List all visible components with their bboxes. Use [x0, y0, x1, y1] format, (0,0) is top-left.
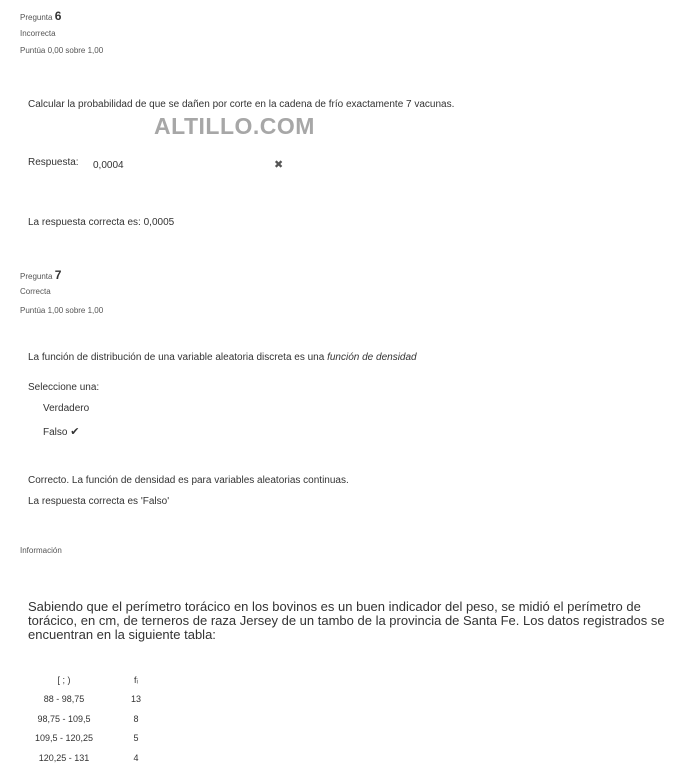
question-7-score: Puntúa 1,00 sobre 1,00 — [20, 306, 104, 315]
table-row — [20, 748, 164, 768]
table-cell-freq: 4 — [133, 752, 139, 763]
question-label: Pregunta — [20, 13, 53, 22]
question-number: 6 — [54, 9, 62, 23]
table-header-freq: fᵢ — [134, 674, 138, 685]
question-7-feedback-explanation: Correcto. La función de densidad es para variables aleatorias continuas. — [28, 475, 349, 486]
table-header-interval: [ ; ) — [57, 674, 71, 685]
table-header-row — [20, 670, 164, 690]
table-cell-freq: 5 — [133, 733, 139, 744]
answer-input[interactable]: 0,0004 — [93, 160, 124, 171]
question-7-text — [28, 352, 417, 363]
question-6-status: Incorrecta — [20, 29, 56, 38]
info-label: Información — [20, 546, 62, 555]
question-7-feedback-answer: La respuesta correcta es 'Falso' — [28, 496, 170, 507]
table-cell-freq: 13 — [130, 694, 141, 705]
question-7-text-main: La función de distribución de una variable aleatoria discreta es una — [28, 352, 328, 363]
watermark-logo: ALTILLO.COM — [154, 113, 315, 139]
question-6-feedback: La respuesta correcta es: 0,0005 — [28, 217, 175, 228]
info-text: Sabiendo que el perímetro torácico en los bovinos es un buen indicador del peso, se midió el perímetro de torácico, en cm, de terneros de raza Jersey de un tambo de la provincia de Santa Fe. Los datos registrados se encuentran en la siguiente tabla: — [28, 599, 665, 642]
question-label: Pregunta — [20, 272, 53, 281]
question-number: 7 — [54, 268, 62, 282]
option-falso-label: Falso — [43, 427, 68, 438]
incorrect-x-icon: ✖ — [274, 159, 284, 171]
question-6-score: Puntúa 0,00 sobre 1,00 — [20, 46, 104, 55]
table-row — [20, 690, 164, 710]
table-cell-interval: 109,5 - 120,25 — [34, 733, 94, 744]
checkmark-icon: ✔ — [70, 426, 80, 438]
question-7-header — [20, 268, 61, 282]
table-cell-freq: 8 — [133, 713, 139, 724]
option-verdadero[interactable]: Verdadero — [43, 403, 90, 414]
table-cell-interval: 98,75 - 109,5 — [37, 713, 91, 724]
answer-label: Respuesta: — [28, 157, 79, 168]
option-falso[interactable] — [43, 425, 79, 438]
question-6-text: Calcular la probabilidad de que se dañen por corte en la cadena de frío exactamente 7 vacunas. — [28, 99, 455, 110]
question-7-text-emphasis: función de densidad — [327, 352, 417, 363]
table-cell-interval: 120,25 - 131 — [38, 752, 90, 763]
table-row — [20, 709, 164, 729]
question-7-status: Correcta — [20, 287, 51, 296]
table-row — [20, 729, 164, 749]
frequency-table — [20, 670, 164, 768]
question-6-header — [20, 9, 61, 23]
select-prompt: Seleccione una: — [28, 382, 100, 393]
table-cell-interval: 88 - 98,75 — [43, 694, 85, 705]
